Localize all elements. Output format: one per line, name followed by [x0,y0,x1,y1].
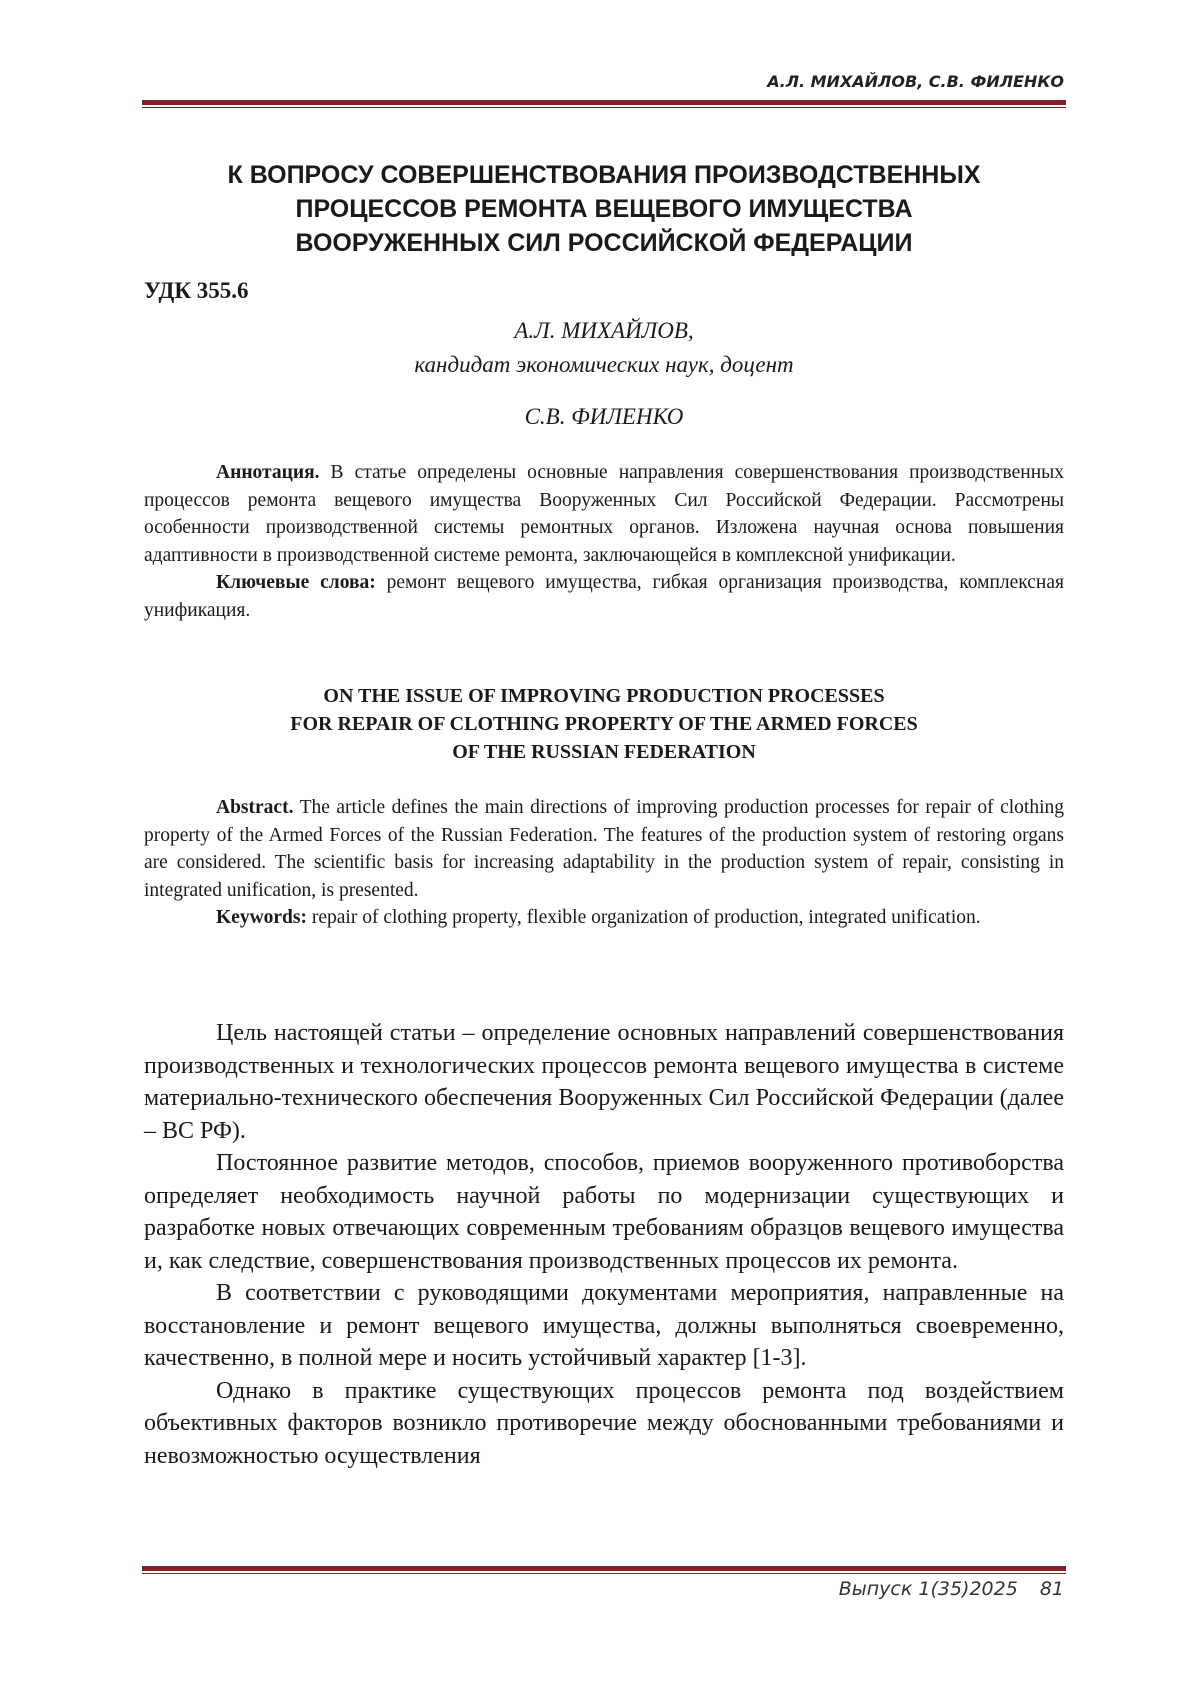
author-credentials: кандидат экономических наук, доцент [414,352,794,377]
author-name: С.В. ФИЛЕНКО [524,404,684,429]
abstract-ru-paragraph [144,459,1064,569]
body-paragraph: В соответствии с руководящими документами мероприятия, направленные на восстановление и ремонт вещевого имущества, должны выполняться своевременно, качественно, в полной мере и носить устойчивый характер [1-3]. [144,1280,1064,1371]
page-number: 81 [1039,1578,1064,1600]
title-ru-line: ВООРУЖЕННЫХ СИЛ РОССИЙСКОЙ ФЕДЕРАЦИИ [295,229,913,257]
abstract-ru-label: Аннотация. [216,462,320,483]
abstract-ru [144,459,1064,624]
abstract-en-paragraph [144,794,1064,904]
keywords-en-paragraph [144,904,1064,932]
body-paragraph: Однако в практике существующих процессов ремонта под воздействием объективных факторов возникло противоречие между обоснованными требованиями и невозможностью осуществления [144,1377,1064,1469]
article-title-ru [144,158,1064,260]
title-ru-line: К ВОПРОСУ СОВЕРШЕНСТВОВАНИЯ ПРОИЗВОДСТВЕННЫХ [227,161,981,189]
keywords-en-text: repair of clothing property, flexible organization of production, integrated unification. [307,907,981,928]
udk-code: УДК 355.6 [144,278,249,303]
keywords-ru-paragraph [144,569,1064,624]
title-en-line: ON THE ISSUE OF IMPROVING PRODUCTION PROCESSES [323,685,885,707]
keywords-en-label: Keywords: [216,907,307,928]
abstract-en [144,794,1064,932]
keywords-ru-text: ремонт вещевого имущества, гибкая организация производства, комплексная унификация. [144,572,1064,621]
keywords-ru-label: Ключевые слова: [216,572,376,593]
body-paragraph: Постоянное развитие методов, способов, приемов вооруженного противоборства определяет необходимость научной работы по модернизации существующих и разработке новых отвечающих современным требованиям образцов вещевого имущества и, как следствие, совершенствования производственных процессов их ремонта. [144,1150,1064,1274]
header-rule [142,100,1066,108]
issue-label: Выпуск 1(35)2025 [838,1578,1018,1600]
author-name: А.Л. МИХАЙЛОВ, [514,318,694,343]
title-ru-line: ПРОЦЕССОВ РЕМОНТА ВЕЩЕВОГО ИМУЩЕСТВА [295,195,913,223]
article-body [144,1017,1064,1472]
body-paragraph: Цель настоящей статьи – определение основных направлений совершенствования производственных и технологических процессов ремонта вещевого имущества в системе материально-технического обеспечения Вооруженных Сил Российской Федерации (далее – ВС РФ). [144,1020,1064,1144]
abstract-en-text: The article defines the main directions of improving production processes for repair of clothing property of the Armed Forces of the Russian Federation. The features of the production system of restoring organs are considered. The scientific basis for increasing adaptability in the production system of repair, consisting in integrated unification, is presented. [144,797,1064,901]
page-footer [144,1578,1064,1600]
running-header: А.Л. МИХАЙЛОВ, С.В. ФИЛЕНКО [767,72,1064,91]
abstract-en-label: Abstract. [216,797,294,818]
footer-rule [142,1566,1066,1574]
title-en-line: OF THE RUSSIAN FEDERATION [452,741,756,763]
abstract-ru-text: В статье определены основные направления совершенствования производственных процессов ремонта вещевого имущества Вооруженных Сил Российской Федерации. Рассмотрены особенности производственной системы ремонтных органов. Изложена научная основа повышения адаптивности в производственной системе ремонта, заключающейся в комплексной унификации. [144,462,1064,566]
article-title-en [144,682,1064,766]
title-en-line: FOR REPAIR OF CLOTHING PROPERTY OF THE ARMED FORCES [290,713,918,735]
